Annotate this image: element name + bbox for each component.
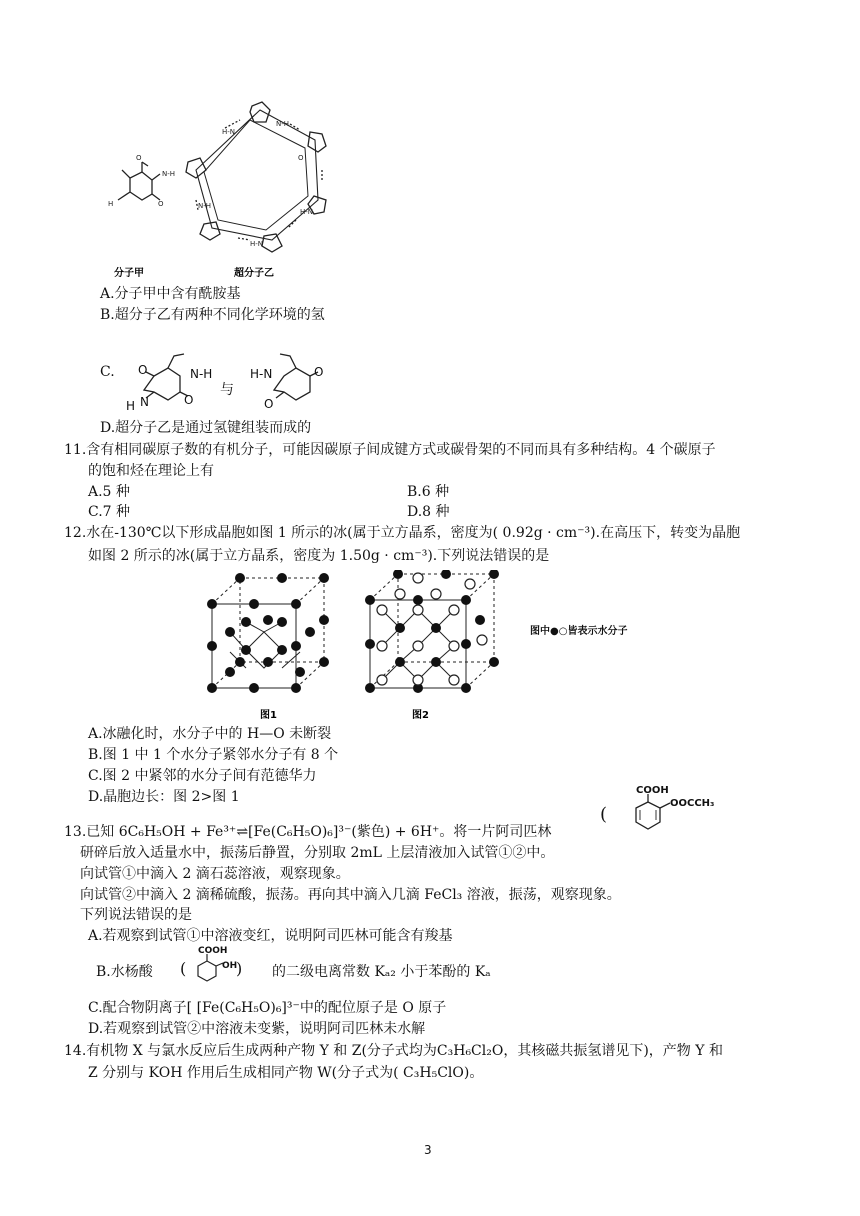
svg-text:H-N: H-N — [300, 208, 314, 216]
q12-fig1-label: 图1 — [260, 710, 277, 721]
svg-text:O: O — [264, 397, 274, 411]
q13-stem-line5: 下列说法错误的是 — [80, 907, 192, 923]
svg-text:O: O — [314, 365, 324, 379]
q12-fig2-label: 图2 — [412, 710, 429, 721]
svg-text:(: ( — [180, 959, 187, 978]
q13-option-c: C.配合物阴离子[ [Fe(C₆H₅O)₆]³⁻中的配位原子是 O 原子 — [88, 1000, 447, 1016]
q13-stem-line3: 向试管①中滴入 2 滴石蕊溶液，观察现象。 — [80, 866, 350, 882]
aspirin-ester-label: OOCCH₃ — [670, 798, 715, 809]
salicylic-oh-label: OH — [222, 961, 238, 971]
q14-stem-line2: Z 分别与 KOH 作用后生成相同产物 W(分子式为( C₃H₅ClO)。 — [88, 1065, 484, 1081]
svg-text:H: H — [108, 200, 114, 208]
q10-option-b: B.超分子乙有两种不同化学环境的氢 — [100, 307, 325, 323]
q12-stem-line2: 如图 2 所示的冰(属于立方晶系，密度为 1.50g · cm⁻³).下列说法错误的是 — [88, 548, 550, 564]
q12-option-b: B.图 1 中 1 个水分子紧邻水分子有 8 个 — [88, 747, 339, 763]
svg-text:O: O — [298, 154, 304, 162]
q13-option-a: A.若观察到试管①中溶液变红，说明阿司匹林可能含有羧基 — [88, 928, 453, 944]
svg-text:H-N: H-N — [250, 240, 264, 248]
q12-legend: 图中●○皆表示水分子 — [530, 626, 628, 637]
svg-text:O: O — [158, 200, 164, 208]
q12-option-d: D.晶胞边长：图 2>图 1 — [88, 789, 240, 805]
q11-option-d: D.8 种 — [407, 504, 450, 520]
salicylic-acid-structure — [178, 944, 258, 990]
svg-text:O: O — [136, 154, 142, 162]
q13-stem-line1: 13.已知 6C₆H₅OH + Fe³⁺⇌[Fe(C₆H₅O)₆]³⁻(紫色) + 6H⁺。将一片阿司匹林 — [64, 824, 552, 840]
q11-stem-line1: 11.含有相同碳原子数的有机分子，可能因碳原子间成键方式或碳骨架的不同而具有多种结构。4 个碳原子 — [64, 442, 716, 458]
q11-option-a: A.5 种 — [88, 484, 130, 500]
svg-text:N-H: N-H — [198, 202, 212, 210]
svg-text:N-H: N-H — [190, 367, 213, 381]
q10-option-c-structures — [124, 346, 334, 416]
q13-option-b-prefix: B.水杨酸 — [96, 964, 153, 980]
q14-stem-line1: 14.有机物 X 与氯水反应后生成两种产物 Y 和 Z(分子式均为C₃H₆Cl₂O，其核磁共振氢谱见下)，产物 Y 和 — [64, 1043, 723, 1059]
salicylic-cooh-label: COOH — [198, 946, 228, 956]
page-number: 3 — [424, 1143, 432, 1157]
svg-text:N: N — [140, 395, 149, 409]
fig-label-yi: 超分子乙 — [234, 268, 274, 279]
svg-text:): ) — [236, 959, 243, 978]
aspirin-cooh-label: COOH — [636, 785, 669, 796]
q13-option-b-suffix: 的二级电离常数 Kₐ₂ 小于苯酚的 Kₐ — [272, 964, 491, 980]
aspirin-structure — [598, 782, 728, 844]
q13-stem-line4: 向试管②中滴入 2 滴稀硫酸，振荡。再向其中滴入几滴 FeCl₃ 溶液，振荡，观察现象。 — [80, 887, 621, 903]
q10-option-a: A.分子甲中含有酰胺基 — [100, 286, 241, 302]
q10-option-c-prefix: C. — [100, 364, 115, 380]
fig-label-jia: 分子甲 — [114, 268, 144, 279]
q10-figure — [100, 100, 360, 282]
svg-text:H: H — [126, 399, 136, 413]
svg-text:N-H: N-H — [276, 120, 290, 128]
q10-c-connector: 与 — [220, 382, 234, 398]
q12-option-c: C.图 2 中紧邻的水分子间有范德华力 — [88, 768, 317, 784]
svg-text:N-H: N-H — [162, 170, 176, 178]
svg-text:H-N: H-N — [250, 367, 273, 381]
svg-text:O: O — [184, 393, 194, 407]
q13-stem-line2: 研碎后放入适量水中，振荡后静置，分别取 2mL 上层清液加入试管①②中。 — [80, 845, 555, 861]
q10-option-d: D.超分子乙是通过氢键组装而成的 — [100, 420, 312, 436]
q11-option-b: B.6 种 — [407, 484, 450, 500]
q11-stem-line2: 的饱和烃在理论上有 — [88, 463, 214, 479]
svg-text:O: O — [138, 363, 148, 377]
q13-option-d: D.若观察到试管②中溶液未变紫，说明阿司匹林未水解 — [88, 1021, 426, 1037]
q11-option-c: C.7 种 — [88, 504, 131, 520]
q12-option-a: A.冰融化时，水分子中的 H—O 未断裂 — [88, 726, 332, 742]
q12-stem-line1: 12.水在-130℃以下形成晶胞如图 1 所示的冰(属于立方晶系，密度为( 0.92g · cm⁻³).在高压下，转变为晶胞 — [64, 525, 741, 541]
q12-figure-2 — [360, 570, 510, 722]
svg-text:(: ( — [600, 804, 608, 825]
svg-text:H-N: H-N — [222, 128, 236, 136]
q12-figure-1 — [200, 572, 340, 722]
